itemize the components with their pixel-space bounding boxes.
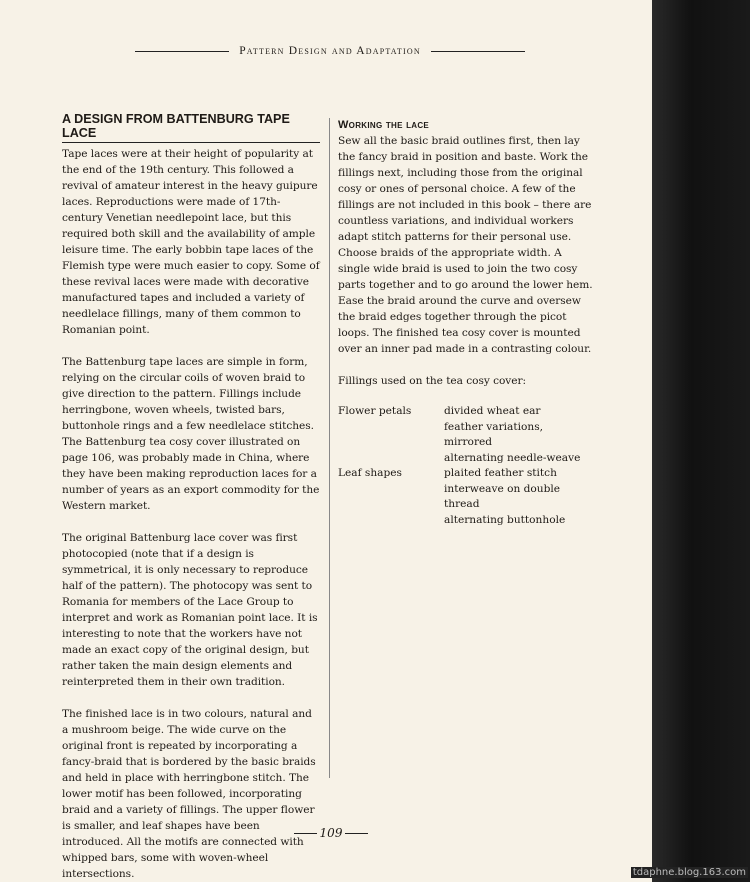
subsection-heading: Working the lace	[338, 119, 430, 131]
fillings-row	[338, 466, 593, 528]
filling-item: feather variations, mirrored	[444, 420, 544, 448]
running-head	[135, 42, 525, 60]
fillings-items	[444, 466, 593, 528]
page-number-rule-left	[294, 833, 317, 834]
running-head-rule-left	[135, 51, 229, 52]
right-column	[338, 119, 593, 528]
page-number	[294, 826, 368, 840]
left-column	[62, 112, 320, 882]
filling-item: plaited feather stitch	[444, 467, 557, 479]
page-number-rule-right	[345, 833, 368, 834]
body-paragraph: Sew all the basic braid outlines first, then lay the fancy braid in position and baste. Work the fillings next, including those from the original cosy or ones of personal choice. A few of the fillings are not included in this book – there are countless variations, and individual workers adapt stitch patterns for their personal use. Choose braids of the appropriate width. A single wide braid is used to join the two cosy parts together and to go around the lower hem. Ease the braid around the curve and oversew the braid edges together through the picot loops. The finished tea cosy cover is mounted over an inner pad made in a contrasting colour.	[338, 135, 593, 355]
section-heading: A DESIGN FROM BATTENBURG TAPE LACE	[62, 112, 320, 143]
body-paragraph: The finished lace is in two colours, natural and a mushroom beige. The wide curve on the original front is repeated by incorporating a fancy-braid that is bordered by the basic braids and held in place with herringbone stitch. The lower motif has been followed, incorporating braid and a variety of fillings. The upper flower is smaller, and leaf shapes have been introduced. All the motifs are connected with whipped bars, some with woven-wheel intersections.	[62, 708, 316, 880]
page-number-value: 109	[319, 826, 343, 840]
column-divider	[329, 118, 330, 778]
body-paragraph: Tape laces were at their height of popularity at the end of the 19th century. This followed a revival of amateur interest in the heavy guipure laces. Reproductions were made of 17th-century Venetian needlepoint lace, but this required both skill and the availability of ample leisure time. The early bobbin tape laces of the Flemish type were much easier to copy. Some of these revival laces were made with decorative manufactured tapes and included a variety of needlelace fillings, many of them common to Romanian point.	[62, 148, 320, 336]
watermark: tdaphne.blog.163.com	[632, 867, 746, 878]
fillings-items	[444, 404, 593, 466]
filling-item: interweave on double thread	[444, 482, 561, 510]
filling-item: alternating buttonhole	[444, 513, 566, 526]
fillings-label: Leaf shapes	[338, 467, 402, 479]
fillings-intro: Fillings used on the tea cosy cover:	[338, 375, 526, 387]
running-head-title: Pattern Design and Adaptation	[239, 45, 421, 57]
book-spine-shadow	[652, 0, 750, 882]
filling-item: alternating needle-weave	[444, 451, 581, 464]
body-paragraph: The Battenburg tape laces are simple in form, relying on the circular coils of woven braid to give direction to the pattern. Fillings include herringbone, woven wheels, twisted bars, buttonhole rings and a few needlelace stitches. The Battenburg tea cosy cover illustrated on page 106, was probably made in China, where they have been making reproduction laces for a number of years as an export commodity for the Western market.	[62, 356, 320, 512]
fillings-row	[338, 404, 593, 466]
running-head-rule-right	[431, 51, 525, 52]
fillings-label: Flower petals	[338, 405, 412, 417]
fillings-table	[338, 404, 593, 528]
filling-item: divided wheat ear	[444, 405, 541, 417]
body-paragraph: The original Battenburg lace cover was first photocopied (note that if a design is symmetrical, it is only necessary to reproduce half of the pattern). The photocopy was sent to Romania for members of the Lace Group to interpret and work as Romanian point lace. It is interesting to note that the workers have not made an exact copy of the original design, but rather taken the main design elements and reinterpreted them in their own tradition.	[62, 532, 318, 688]
